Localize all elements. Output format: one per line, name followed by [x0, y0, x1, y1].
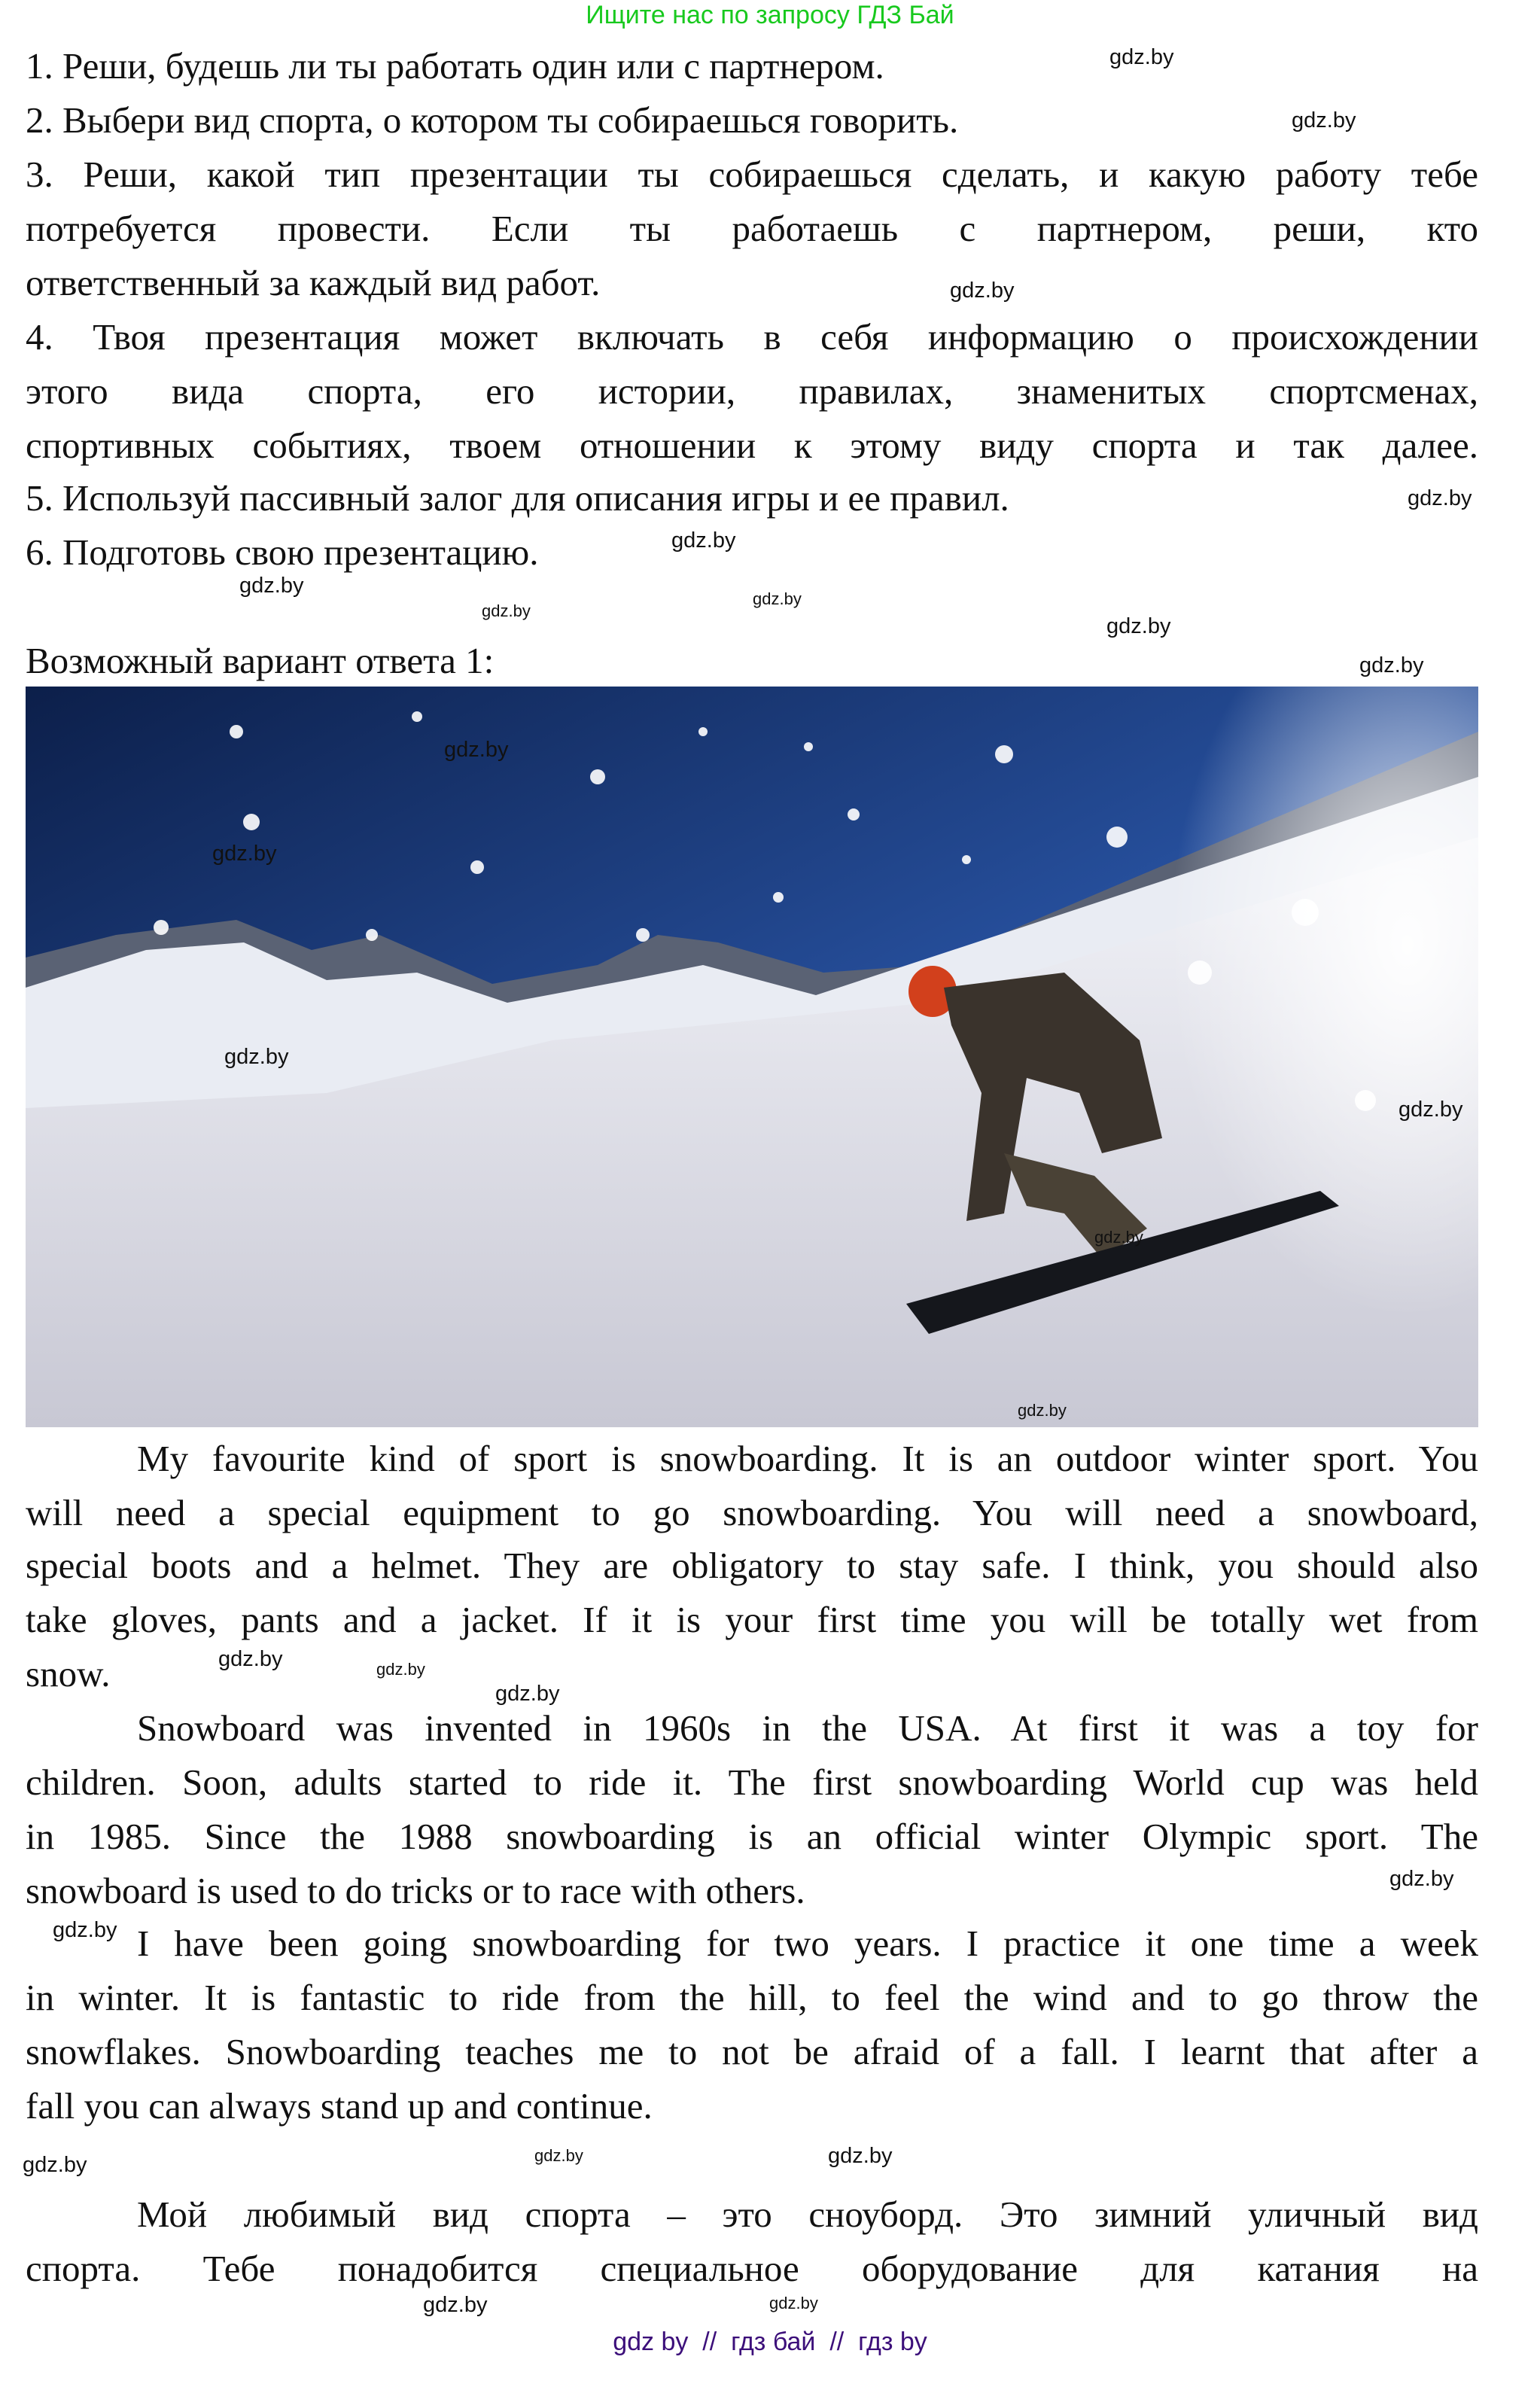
watermark: gdz.by — [23, 2153, 87, 2177]
task-line: 2. Выбери вид спорта, о котором ты собираешься говорить. — [26, 99, 959, 141]
watermark: gdz.by — [376, 1660, 425, 1679]
answer-line: snow. — [26, 1653, 111, 1694]
watermark: gdz.by — [218, 1647, 283, 1671]
task-line: этого вида спорта, его истории, правилах, знаменитых спортсменах, — [26, 370, 1478, 412]
watermark: gdz.by — [423, 2293, 488, 2317]
watermark: gdz.by — [828, 2144, 893, 2168]
answer-line: спорта. Тебе понадобится специальное оборудование для катания на — [26, 2248, 1478, 2289]
answer-line: snowflakes. Snowboarding teaches me to not be afraid of a fall. I learnt that after a — [26, 2031, 1478, 2072]
answer-line: I have been going snowboarding for two years. I practice it one time a week — [137, 1923, 1478, 1964]
answer-heading: Возможный вариант ответа 1: — [26, 640, 495, 681]
task-line: ответственный за каждый вид работ. — [26, 262, 601, 303]
watermark: gdz.by — [769, 2294, 818, 2312]
answer-line: in winter. It is fantastic to ride from the hill, to feel the wind and to go throw the — [26, 1977, 1478, 2018]
watermark: gdz.by — [1398, 1098, 1463, 1122]
footer-links[interactable]: gdz by // гдз бай // гдз by — [613, 2328, 927, 2356]
task-line: 3. Реши, какой тип презентации ты собираешься сделать, и какую работу тебе — [26, 154, 1478, 195]
task-line: потребуется провести. Если ты работаешь с партнером, реши, кто — [26, 208, 1478, 249]
watermark: gdz.by — [53, 1918, 117, 1942]
watermark: gdz.by — [212, 842, 277, 866]
watermark: gdz.by — [1389, 1867, 1454, 1891]
answer-line: children. Soon, adults started to ride it. The first snowboarding World cup was held — [26, 1761, 1478, 1803]
answer-line: special boots and a helmet. They are obligatory to stay safe. I think, you should also — [26, 1545, 1478, 1586]
search-banner[interactable]: Ищите нас по запросу ГДЗ Бай — [586, 1, 954, 29]
watermark: gdz.by — [950, 279, 1015, 303]
watermark: gdz.by — [753, 589, 802, 608]
watermark: gdz.by — [671, 528, 736, 553]
watermark: gdz.by — [239, 574, 304, 598]
watermark: gdz.by — [1359, 653, 1424, 677]
task-line: 5. Используй пассивный залог для описания игры и ее правил. — [26, 477, 1009, 519]
watermark: gdz.by — [224, 1045, 289, 1069]
watermark: gdz.by — [1106, 614, 1171, 638]
answer-line: take gloves, pants and a jacket. If it is your first time you will be totally wet from — [26, 1599, 1478, 1640]
answer-line: My favourite kind of sport is snowboarding. It is an outdoor winter sport. You — [137, 1438, 1478, 1479]
watermark: gdz.by — [1292, 108, 1356, 132]
task-line: 6. Подготовь свою презентацию. — [26, 531, 539, 573]
watermark: gdz.by — [482, 601, 531, 620]
watermark: gdz.by — [1018, 1401, 1067, 1420]
answer-line: in 1985. Since the 1988 snowboarding is an official winter Olympic sport. The — [26, 1816, 1478, 1857]
answer-line: snowboard is used to do tricks or to race with others. — [26, 1870, 805, 1911]
task-line: спортивных событиях, твоем отношении к этому виду спорта и так далее. — [26, 425, 1478, 466]
task-line: 1. Реши, будешь ли ты работать один или с партнером. — [26, 45, 884, 87]
task-line: 4. Твоя презентация может включать в себя информацию о происхождении — [26, 316, 1478, 358]
watermark: gdz.by — [534, 2146, 583, 2165]
watermark: gdz.by — [1109, 45, 1174, 69]
answer-line: Мой любимый вид спорта – это сноуборд. Это зимний уличный вид — [137, 2194, 1478, 2235]
answer-line: Snowboard was invented in 1960s in the USA. At first it was a toy for — [137, 1707, 1478, 1749]
watermark: gdz.by — [444, 738, 509, 762]
answer-line: fall you can always stand up and continue. — [26, 2085, 653, 2127]
watermark: gdz.by — [1094, 1228, 1143, 1247]
watermark: gdz.by — [495, 1682, 560, 1706]
watermark: gdz.by — [1408, 486, 1472, 510]
answer-line: will need a special equipment to go snowboarding. You will need a snowboard, — [26, 1492, 1478, 1533]
